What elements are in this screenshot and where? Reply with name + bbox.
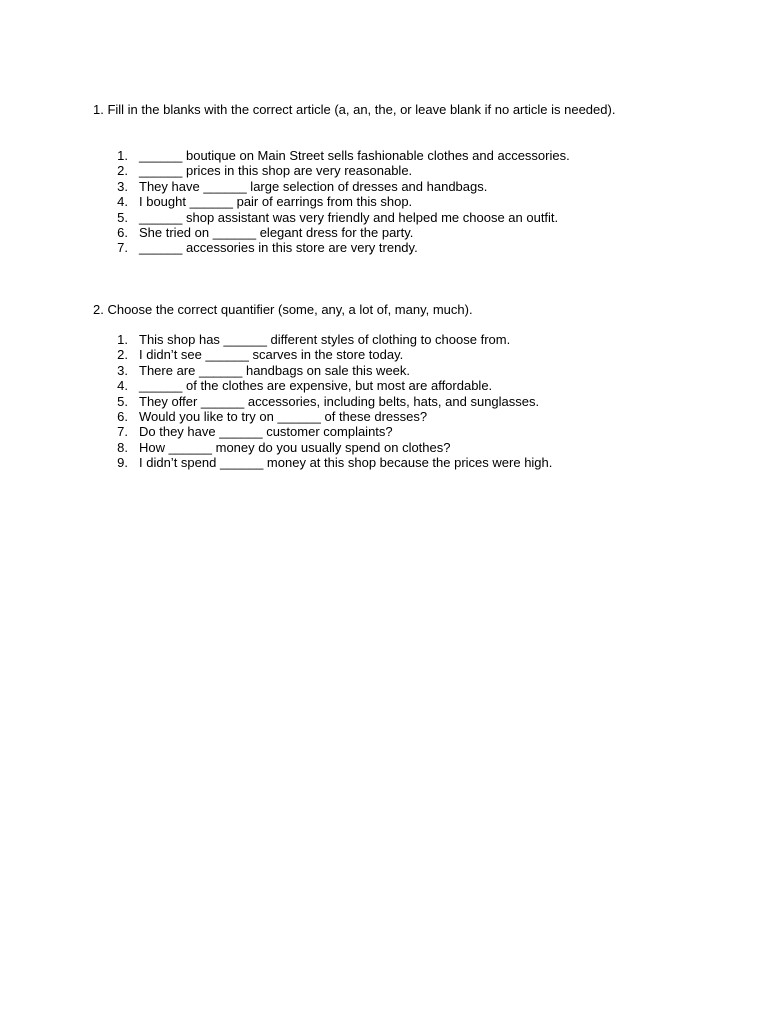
list-item [93,455,693,470]
question-text: I bought ______ pair of earrings from this shop. [139,194,413,210]
question-number: 1. [117,332,128,347]
question-number: 2. [117,347,128,363]
question-number: 5. [117,209,128,225]
list-item [93,378,693,393]
list-item [93,148,693,163]
question-text: How ______ money do you usually spend on clothes? [139,439,451,455]
list-item [93,332,693,347]
list-item [93,163,693,178]
list-item [93,394,693,409]
question-number: 7. [117,424,128,440]
question-text: I didn’t see ______ scarves in the store today. [139,347,404,363]
section-2-instruction: 2. Choose the correct quantifier (some, any, a lot of, many, much). [93,302,473,317]
section-1-question-list [93,148,693,256]
question-number: 1. [117,148,128,163]
list-item [93,194,693,209]
question-number: 8. [117,439,128,455]
question-number: 5. [117,393,128,409]
question-text: ______ shop assistant was very friendly and helped me choose an outfit. [139,209,559,225]
question-text: There are ______ handbags on sale this week. [139,362,411,378]
question-text: This shop has ______ different styles of clothing to choose from. [139,332,511,347]
section-2-question-list [93,332,693,471]
list-item [93,424,693,439]
question-text: ______ of the clothes are expensive, but most are affordable. [139,378,493,394]
question-text: I didn’t spend ______ money at this shop because the prices were high. [139,455,553,471]
question-number: 2. [117,163,128,179]
question-number: 4. [117,194,128,210]
question-text: ______ prices in this shop are very reasonable. [139,163,413,179]
question-text: ______ accessories in this store are very trendy. [139,240,418,256]
list-item [93,225,693,240]
list-item [93,440,693,455]
list-item [93,210,693,225]
list-item [93,179,693,194]
list-item [93,347,693,362]
question-text: They have ______ large selection of dresses and handbags. [139,178,488,194]
question-number: 3. [117,178,128,194]
question-number: 3. [117,362,128,378]
question-number: 4. [117,378,128,394]
question-text: They offer ______ accessories, including belts, hats, and sunglasses. [139,393,540,409]
list-item [93,409,693,424]
question-text: She tried on ______ elegant dress for the party. [139,224,414,240]
question-text: Would you like to try on ______ of these dresses? [139,408,428,424]
question-number: 9. [117,455,128,471]
list-item [93,240,693,255]
question-text: Do they have ______ customer complaints? [139,424,393,440]
list-item [93,363,693,378]
question-number: 7. [117,240,128,256]
question-number: 6. [117,408,128,424]
question-text: ______ boutique on Main Street sells fashionable clothes and accessories. [139,148,570,163]
question-number: 6. [117,224,128,240]
section-1-instruction: 1. Fill in the blanks with the correct article (a, an, the, or leave blank if no article is needed). [93,102,616,117]
